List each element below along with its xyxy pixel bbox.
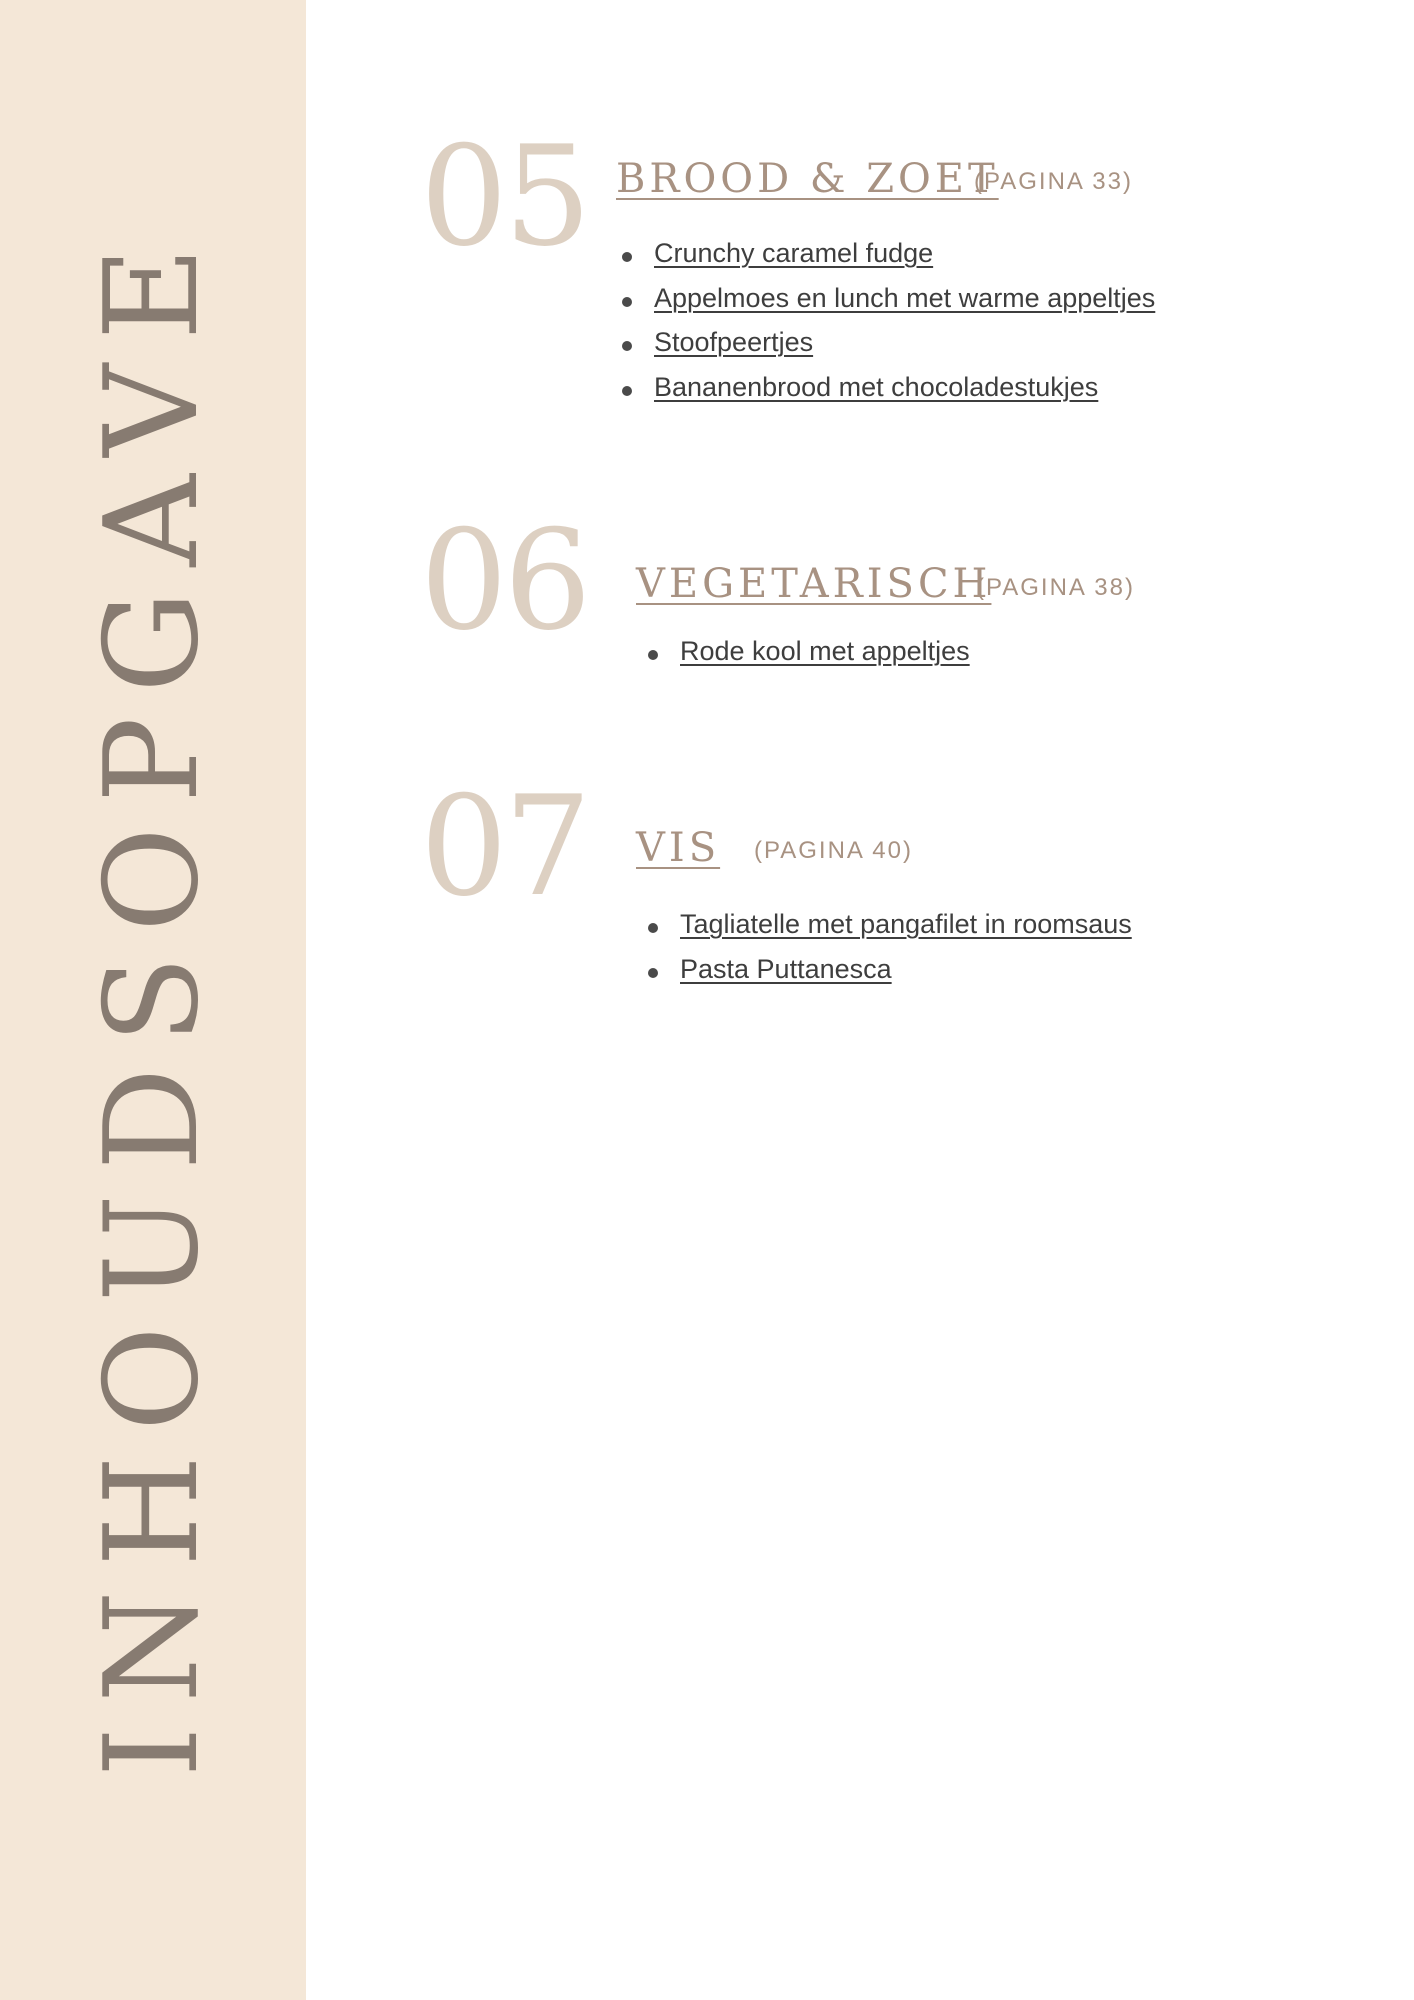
section-title-link[interactable]: BROOD & ZOET bbox=[616, 156, 999, 202]
section-page-ref: (PAGINA 33) bbox=[974, 168, 1133, 195]
bullet-icon bbox=[648, 968, 658, 978]
recipe-link[interactable]: Bananenbrood met chocoladestukjes bbox=[654, 371, 1099, 402]
section-number: 07 bbox=[420, 766, 588, 927]
recipe-link[interactable]: Stoofpeertjes bbox=[654, 327, 814, 357]
section-title-link[interactable]: VIS bbox=[636, 825, 721, 871]
sidebar bbox=[0, 0, 306, 2000]
bullet-icon bbox=[622, 297, 632, 307]
bullet-icon bbox=[622, 386, 632, 396]
recipe-link[interactable]: Appelmoes en lunch met warme appeltjes bbox=[654, 282, 1156, 313]
recipe-link[interactable]: Pasta Puttanesca bbox=[680, 953, 892, 984]
section-number: 06 bbox=[420, 500, 588, 661]
sidebar-title: INHOUDSOPGAVE bbox=[78, 222, 227, 1778]
bullet-icon bbox=[648, 650, 658, 660]
recipe-link[interactable]: Crunchy caramel fudge bbox=[654, 238, 934, 268]
section-number: 05 bbox=[420, 116, 588, 277]
bullet-icon bbox=[622, 341, 632, 351]
section-page-ref: (PAGINA 40) bbox=[754, 837, 913, 864]
bullet-icon bbox=[648, 923, 658, 933]
recipe-link[interactable]: Tagliatelle met pangafilet in roomsaus bbox=[680, 909, 1132, 939]
section-title-link[interactable]: VEGETARISCH bbox=[636, 561, 992, 607]
recipe-link[interactable]: Rode kool met appeltjes bbox=[680, 636, 970, 666]
bullet-icon bbox=[622, 252, 632, 262]
section-page-ref: (PAGINA 38) bbox=[976, 574, 1135, 601]
